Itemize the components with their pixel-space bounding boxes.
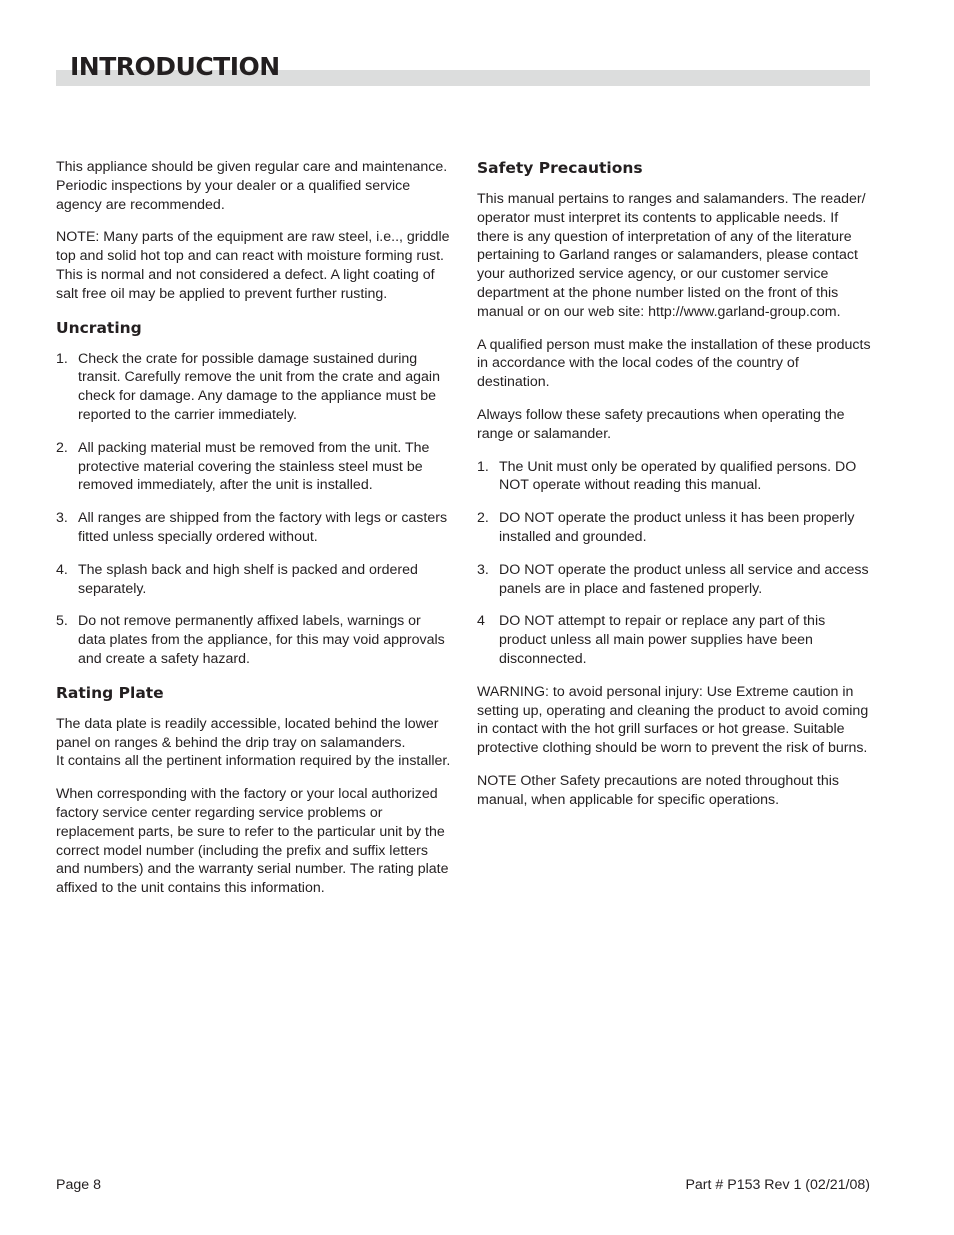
list-text: Do not remove permanently affixed labels, warnings or data plates from the appliance, for this may void approvals and create a safety hazard.	[78, 613, 445, 667]
list-text: The splash back and high shelf is packed and ordered separately.	[78, 561, 418, 597]
list-item	[56, 509, 452, 547]
list-text: The Unit must only be operated by qualified persons. DO NOT operate without reading this manual.	[499, 458, 857, 494]
list-number: 2.	[477, 510, 489, 527]
left-column	[56, 158, 452, 912]
list-text: Check the crate for possible damage sustained during transit. Carefully remove the unit from the crate and again check for damage. Any damage to the appliance must be reported to the carrier immediately.	[78, 350, 440, 423]
list-number: 5.	[56, 613, 68, 630]
list-text: DO NOT operate the product unless it has been properly installed and grounded.	[499, 510, 855, 545]
rating-plate-heading: Rating Plate	[56, 683, 164, 702]
intro-paragraph: This appliance should be given regular care and maintenance. Periodic inspections by your dealer or a qualified service agency are recommended.	[56, 159, 448, 213]
right-column	[477, 158, 873, 824]
list-text: DO NOT operate the product unless all service and access panels are in place and fastened properly.	[499, 561, 869, 597]
note-paragraph: NOTE: Many parts of the equipment are raw steel, i.e.., griddle top and solid hot top and can react with moisture forming rust. This is normal and not considered a defect. A light coating of salt free oil may be applied to prevent further rusting.	[56, 229, 450, 302]
list-number: 4	[477, 613, 485, 630]
list-number: 1.	[56, 350, 68, 367]
page-number: Page 8	[56, 1177, 101, 1193]
uncrating-heading: Uncrating	[56, 318, 142, 337]
other-note-paragraph: NOTE Other Safety precautions are noted throughout this manual, when applicable for specific operations.	[477, 772, 839, 808]
list-item	[56, 439, 452, 495]
list-number: 4.	[56, 561, 68, 578]
list-item	[56, 612, 452, 668]
qualified-paragraph: A qualified person must make the installation of these products in accordance with the local codes of the country of destination.	[477, 336, 871, 391]
list-number: 2.	[56, 439, 68, 456]
list-item	[477, 561, 873, 599]
rating-text-a: The data plate is readily accessible, located behind the lower panel on ranges & behind the drip tray on salamanders.	[56, 715, 439, 751]
page-title: INTRODUCTION	[70, 52, 280, 81]
rating-text-b: It contains all the pertinent information required by the installer.	[56, 753, 451, 770]
list-number: 1.	[477, 458, 489, 475]
list-number: 3.	[477, 561, 489, 578]
list-item	[56, 561, 452, 599]
rating-paragraph	[56, 715, 452, 771]
list-item	[477, 612, 873, 668]
list-text: DO NOT attempt to repair or replace any part of this product unless all main power supplies have been disconnected.	[499, 613, 826, 667]
safety-paragraph: This manual pertains to ranges and salamanders. The reader/ operator must interpret its contents to applicable needs. If there is any question of interpretation of any of the literature pertaining to Garland ranges or salamanders, please contact your authorized service agency, or our customer service department at the phone number listed on the front of this manual or on our web site: http://www.garland-group.com.	[477, 191, 866, 320]
follow-paragraph: Always follow these safety precautions when operating the range or salamander.	[477, 406, 845, 442]
list-item	[477, 458, 873, 496]
warning-paragraph: WARNING: to avoid personal injury: Use Extreme caution in setting up, operating and cleaning the product to avoid coming in contact with the hot grill surfaces or hot grease. Suitable protective clothing should be worn to prevent the risk of burns.	[477, 683, 869, 757]
part-number: Part # P153 Rev 1 (02/21/08)	[685, 1177, 870, 1193]
list-text: All ranges are shipped from the factory with legs or casters fitted unless specially ordered without.	[78, 510, 448, 545]
safety-heading: Safety Precautions	[477, 159, 643, 177]
list-item	[477, 509, 873, 547]
corresponding-paragraph: When corresponding with the factory or your local authorized factory service center regarding service problems or replacement parts, be sure to refer to the particular unit by the correct model number (including the prefix and suffix letters and numbers) and the warranty serial number. The rating plate affixed to the unit contains this information.	[56, 786, 449, 897]
list-number: 3.	[56, 510, 68, 527]
list-text: All packing material must be removed from the unit. The protective material covering the stainless steel must be removed immediately, after the unit is installed.	[78, 439, 430, 494]
list-item	[56, 350, 452, 425]
